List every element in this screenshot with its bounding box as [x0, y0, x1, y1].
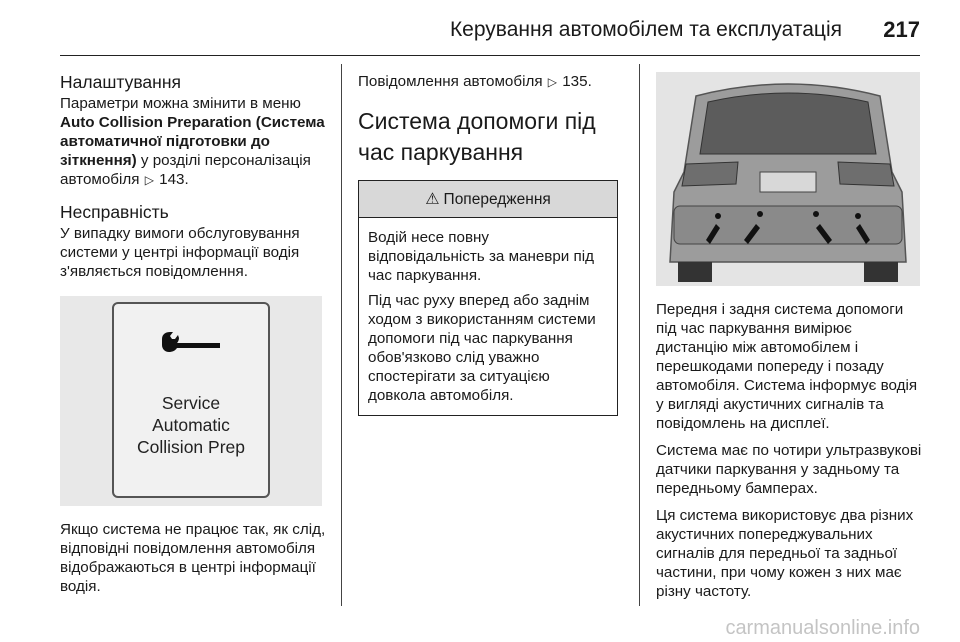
menu-item-name: Auto Collision Preparation (Система автоматичної підготовки до зіткнення) [60, 114, 325, 169]
display-line: Automatic [152, 415, 230, 435]
malfunction-paragraph: У випадку вимоги обслуговування системи у центрі інформації водія з'являється повідомлення. [60, 225, 300, 280]
description-paragraph: Система має по чотири ультразвукові датчики паркування у задньому та передньому бамперах. [656, 442, 922, 497]
malfunction-heading: Несправність [60, 202, 169, 222]
reference-arrow-icon: ▷ [144, 173, 154, 187]
page-reference[interactable]: 135 [562, 73, 588, 90]
warning-paragraph: Водій несе повну відповідальність за маневри під час паркування. [368, 229, 594, 284]
column-divider-1 [341, 64, 342, 606]
page-number: 217 [883, 17, 920, 42]
column-left [60, 72, 328, 596]
settings-heading: Налаштування [60, 72, 181, 92]
display-line: Service [161, 393, 221, 413]
warning-header [359, 181, 617, 218]
header-divider [60, 55, 920, 56]
reference-arrow-icon: ▷ [547, 75, 557, 89]
display-figure [60, 296, 322, 506]
description-paragraph: Передня і задня система допомоги під час паркування вимірює дистанцію між автомобілем і перешкодами попереду і позаду автомобіля. Система інформує водія у вигляді акустичних сигналів та повідомлень на дисплеї. [656, 301, 918, 432]
chapter-title: Керування автомобілем та експлуатація [449, 18, 842, 41]
driver-info-display [112, 302, 270, 498]
warning-triangle-icon: ⚠ [425, 190, 440, 208]
warning-body [359, 218, 617, 415]
column-divider-2 [639, 64, 640, 606]
after-display-paragraph: Якщо система не працює так, як слід, відповідні повідомлення автомобіля відображаються в центрі інформації водія. [60, 521, 326, 595]
wrench-icon [160, 330, 224, 360]
watermark: carmanualsonline.info [725, 617, 920, 639]
car-rear-illustration [656, 72, 920, 286]
car-rear-figure [656, 72, 920, 286]
column-right [656, 72, 922, 601]
settings-paragraph: Параметри можна змінити в меню Auto Collision Preparation (Система автоматичної підготовки до зіткнення) у розділі персоналізація автомобіля ▷ 143. [60, 95, 325, 188]
display-line: Collision Prep [137, 437, 245, 457]
page-reference[interactable]: 143 [159, 171, 185, 188]
column-middle [358, 72, 620, 416]
display-message [114, 392, 268, 458]
warning-paragraph: Під час руху вперед або заднім ходом з використанням системи допомоги під час паркування обов'язково слід уважно спостерігати за ситуацією довкола автомобіля. [368, 292, 596, 404]
section-title: Система допомоги під час паркування [358, 108, 596, 165]
warning-box [358, 180, 618, 416]
warning-title: Попередження [443, 190, 551, 208]
page-header [0, 0, 960, 56]
vehicle-messages-ref: Повідомлення автомобіля ▷ 135. [358, 73, 592, 90]
description-paragraph: Ця система використовує два різних акустичних попереджувальних сигналів для передньої та задньої частини, при чому кожен з них має різну частоту. [656, 507, 914, 600]
